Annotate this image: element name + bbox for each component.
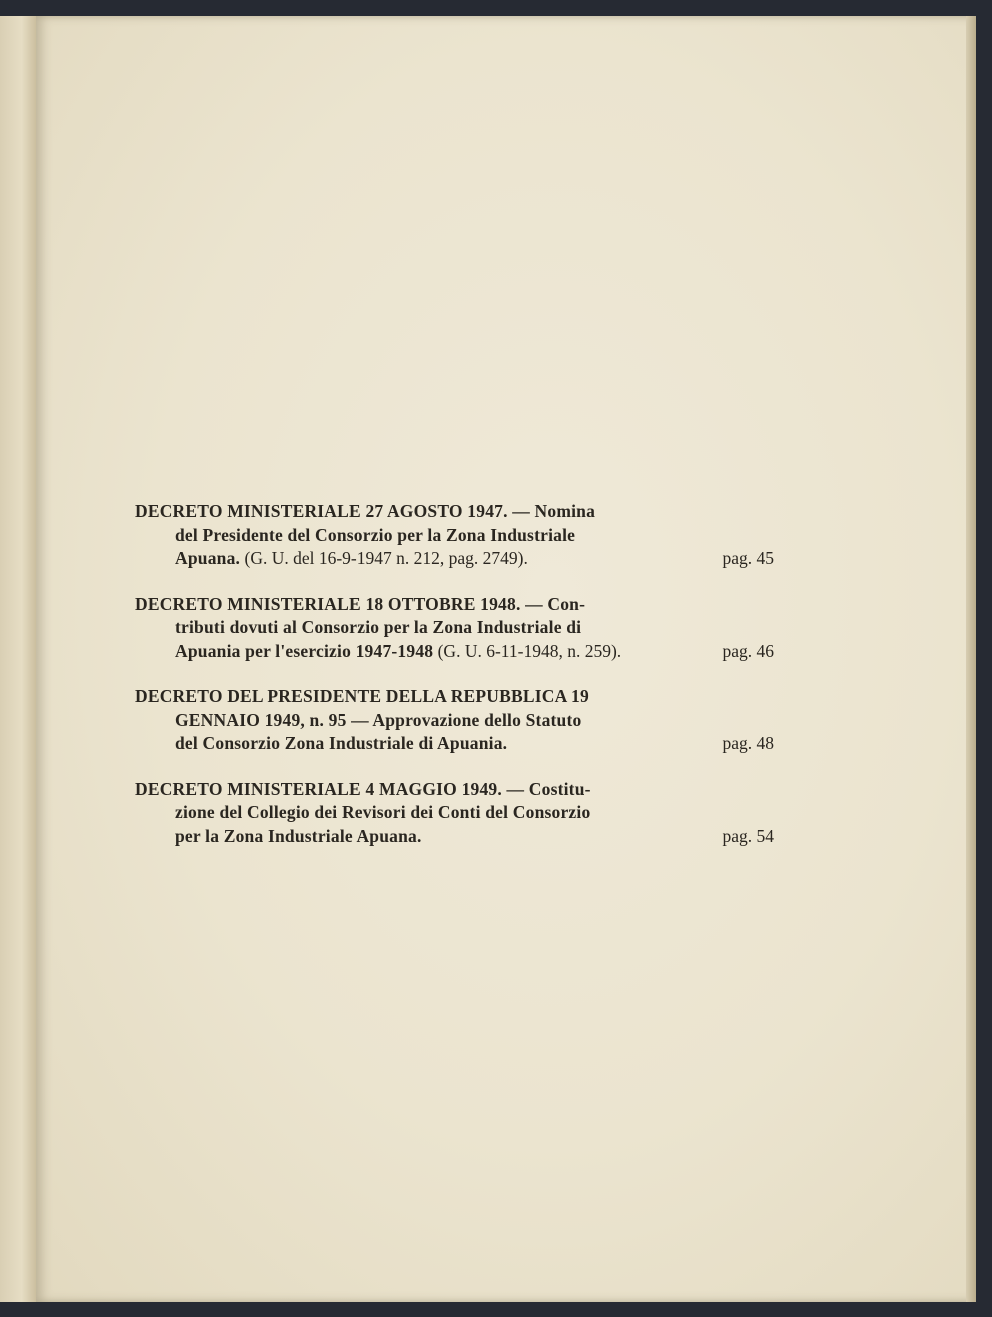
entry-reference: (G. U. del 16-9-1947 n. 212, pag. 2749).	[240, 548, 528, 568]
entry-title: DECRETO MINISTERIALE 18 OTTOBRE 1948. — Con-	[135, 593, 586, 614]
entry-reference: (G. U. 6-11-1948, n. 259).	[433, 640, 622, 661]
entry-title: DECRETO MINISTERIALE 4 MAGGIO 1949. — Costitu-	[135, 778, 591, 799]
toc-entry	[135, 500, 780, 571]
page-number: pag. 48	[722, 733, 774, 753]
toc-entry	[135, 685, 780, 756]
table-of-contents	[135, 500, 780, 870]
entry-last-line	[135, 640, 780, 664]
page-number: pag. 45	[722, 548, 774, 568]
entry-description: GENNAIO 1949, n. 95 — Approvazione dello Statuto	[175, 709, 582, 730]
entry-last-line	[135, 825, 780, 849]
entry-title: DECRETO DEL PRESIDENTE DELLA REPUBBLICA 19	[135, 686, 589, 706]
entry-description-end: del Consorzio Zona Industriale di Apuania.	[175, 733, 508, 753]
facing-page-edge	[0, 16, 38, 1302]
entry-last-line	[135, 547, 780, 571]
entry-description: zione del Collegio dei Revisori dei Conti del Consorzio	[175, 802, 591, 822]
entry-description-end: Apuana.	[175, 548, 241, 568]
entry-title: DECRETO MINISTERIALE 27 AGOSTO 1947. — Nomina	[135, 501, 596, 521]
page-number: pag. 54	[722, 825, 774, 846]
entry-description: tributi dovuti al Consorzio per la Zona Industriale di	[175, 617, 582, 637]
page-right-edge	[966, 16, 976, 1302]
page-number: pag. 46	[722, 640, 774, 661]
entry-last-line	[135, 732, 780, 756]
entry-description-end: Apuania per l'esercizio 1947-1948	[175, 640, 434, 661]
entry-description: del Presidente del Consorzio per la Zona Industriale	[175, 524, 576, 545]
toc-entry	[135, 593, 780, 664]
toc-entry	[135, 778, 780, 849]
entry-description-end: per la Zona Industriale Apuana.	[175, 825, 422, 846]
